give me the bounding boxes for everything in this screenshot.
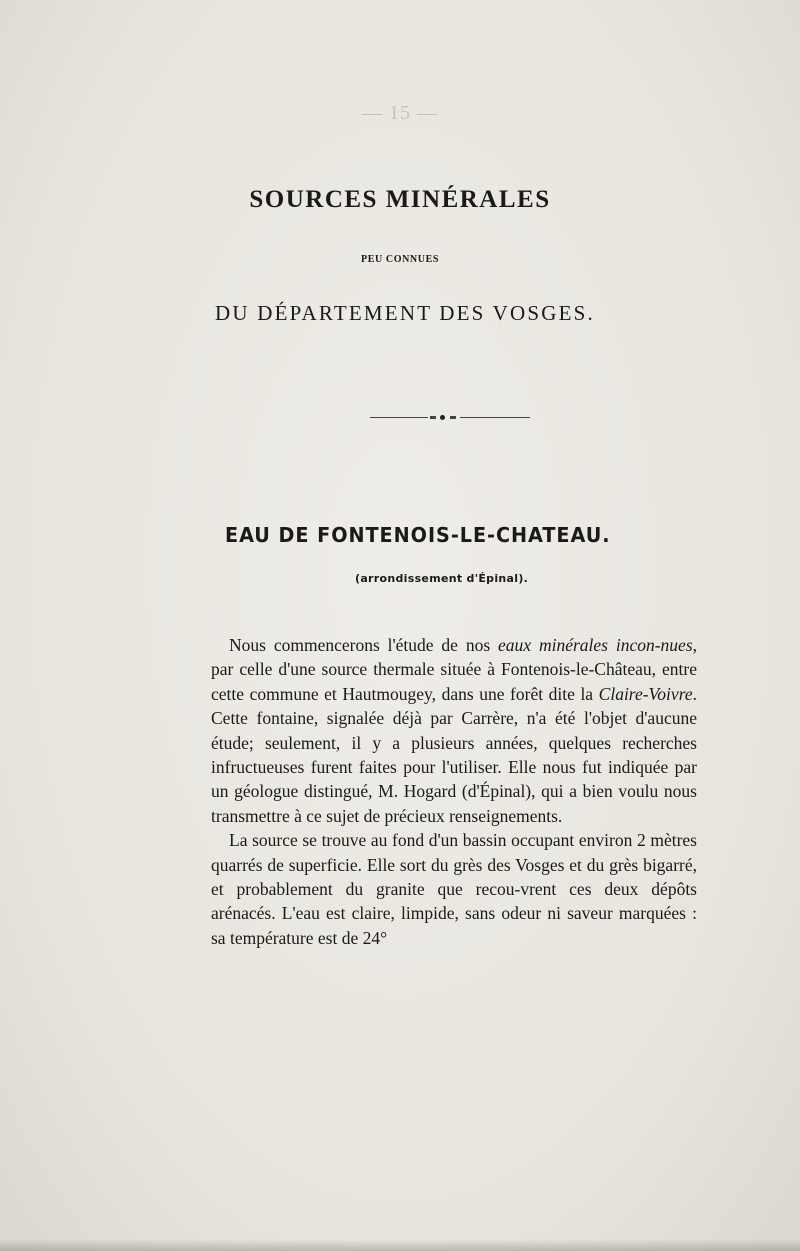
page-title: SOURCES MINÉRALES — [249, 186, 551, 213]
ornament-line-right — [460, 417, 530, 418]
ornament-divider — [370, 413, 530, 423]
ornament-dot — [440, 415, 445, 420]
paragraph-2: La source se trouve au fond d'un bassin occupant environ 2 mètres quarrés de superficie. Elle sort du grès des Vosges et du grès bigarré, et probablement du granite que recou-vrent ces deux dépôts arénacés. L'eau est claire, limpide, sans odeur ni saveur marquées : sa température est de 24° — [211, 830, 697, 948]
subtitle-small: PEU CONNUES — [361, 254, 439, 265]
ornament-line-left — [370, 417, 428, 418]
section-title: EAU DE FONTENOIS-LE-CHATEAU. — [225, 523, 611, 547]
page-number: — 15 — — [362, 102, 438, 124]
p1-emphasis-2: Claire-Voivre — [598, 683, 693, 704]
page-edge-shadow — [0, 1239, 800, 1251]
section-subtitle: (arrondissement d'Épinal). — [355, 572, 529, 585]
body-text — [211, 633, 697, 950]
subtitle-large: DU DÉPARTEMENT DES VOSGES. — [215, 301, 595, 325]
p1-text-b: , par celle d'une source thermale située à Fontenois-le-Château, entre cette commune et Hautmougey, dans une forêt dite la — [211, 635, 698, 704]
paragraph-1 — [211, 633, 697, 828]
p1-emphasis-1: eaux minérales incon-nues — [498, 635, 693, 655]
p1-text-a: Nous commencerons l'étude de nos — [229, 635, 499, 655]
ornament-flourish-left — [430, 416, 436, 419]
ornament-flourish-right — [450, 416, 456, 419]
p1-text-c: . Cette fontaine, signalée déjà par Carrère, n'a été l'objet d'aucune étude; seulement, il y a plusieurs années, quelques recherches infructueuses furent faites pour l'utiliser. Elle nous fut indiquée par un géologue distingué, M. Hogard (d'Épinal), qui a bien voulu nous transmettre à ce sujet de précieux renseignements. — [211, 683, 697, 826]
